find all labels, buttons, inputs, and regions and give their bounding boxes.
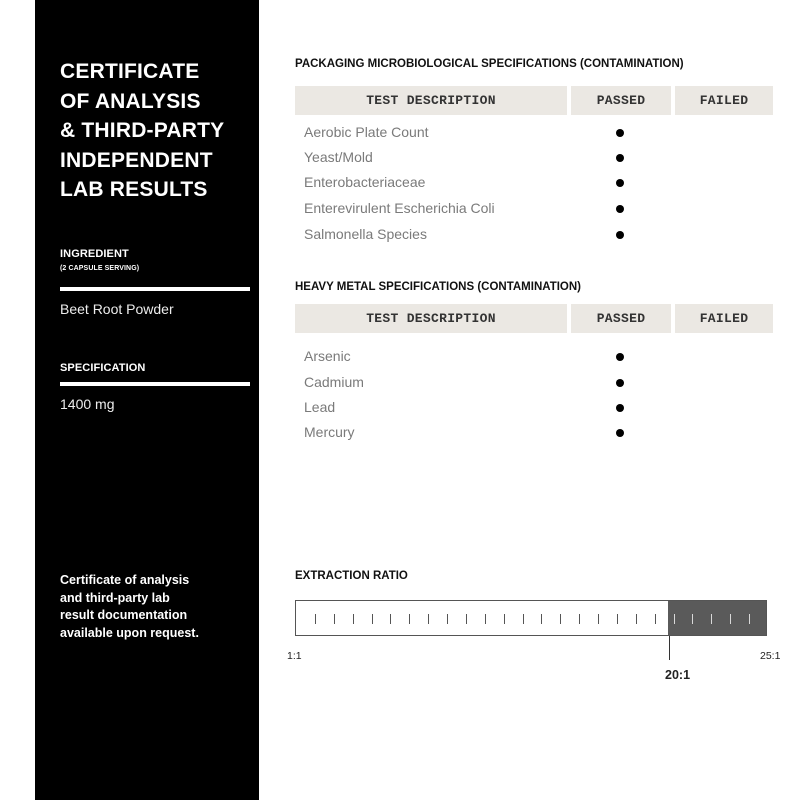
passed-dot-icon [616, 404, 624, 412]
ratio-tick [749, 614, 750, 624]
extraction-ratio-fill [668, 601, 766, 635]
ratio-tick [372, 614, 373, 624]
passed-dot-icon [616, 129, 624, 137]
specification-value: 1400 mg [60, 396, 115, 412]
note-line: result documentation [60, 608, 188, 622]
note-line: and third-party lab [60, 590, 170, 605]
ratio-tick [692, 614, 693, 624]
ingredient-value: Beet Root Powder [60, 301, 174, 317]
ratio-tick [315, 614, 316, 624]
ratio-tick [541, 614, 542, 624]
ratio-tick [353, 614, 354, 624]
ratio-tick [617, 614, 618, 624]
passed-dot-icon [616, 353, 624, 361]
ratio-min-label: 1:1 [287, 650, 302, 662]
column-header-test-description: TEST DESCRIPTION [295, 304, 567, 333]
test-name: Salmonella Species [304, 226, 427, 242]
ratio-tick [730, 614, 731, 624]
ratio-tick [579, 614, 580, 624]
ratio-value-label: 20:1 [665, 668, 691, 682]
extraction-ratio-title: EXTRACTION RATIO [295, 570, 408, 582]
microbiological-section-title: PACKAGING MICROBIOLOGICAL SPECIFICATIONS (CONTAMINATION) [295, 58, 684, 70]
column-header-passed: PASSED [571, 86, 671, 115]
ratio-tick [711, 614, 712, 624]
microbiological-table-header [295, 86, 773, 115]
test-name: Yeast/Mold [304, 149, 373, 165]
ratio-marker-line [669, 636, 670, 660]
test-name: Lead [304, 399, 336, 415]
test-name: Arsenic [304, 348, 351, 364]
ratio-tick [428, 614, 429, 624]
ingredient-label: INGREDIENT [60, 248, 129, 260]
ratio-tick [485, 614, 486, 624]
test-name: Mercury [304, 424, 355, 440]
column-header-passed: PASSED [571, 304, 671, 333]
sidebar [35, 0, 259, 800]
ratio-tick [560, 614, 561, 624]
passed-dot-icon [616, 179, 624, 187]
passed-dot-icon [616, 379, 624, 387]
passed-dot-icon [616, 154, 624, 162]
passed-dot-icon [616, 231, 624, 239]
ratio-tick [409, 614, 410, 624]
ratio-tick [504, 614, 505, 624]
ratio-tick [523, 614, 524, 624]
title-line: LAB RESULTS [60, 178, 208, 201]
ratio-max-label: 25:1 [760, 650, 781, 662]
divider [60, 382, 250, 386]
column-header-failed: FAILED [675, 304, 773, 333]
ratio-tick [598, 614, 599, 624]
test-name: Aerobic Plate Count [304, 124, 429, 140]
ingredient-sublabel: (2 CAPSULE SERVING) [60, 265, 140, 272]
ratio-tick [655, 614, 656, 624]
availability-note [60, 572, 250, 642]
heavy-metal-table-header [295, 304, 773, 333]
note-line: available upon request. [60, 625, 199, 640]
extraction-ratio-bar [295, 600, 767, 636]
title-line: INDEPENDENT [60, 148, 213, 172]
specification-label: SPECIFICATION [60, 362, 146, 374]
ratio-tick [390, 614, 391, 624]
title-line: & THIRD-PARTY [60, 119, 225, 142]
ratio-tick [466, 614, 467, 624]
divider [60, 287, 250, 291]
test-name: Cadmium [304, 374, 364, 390]
ratio-tick [447, 614, 448, 624]
passed-dot-icon [616, 429, 624, 437]
ratio-tick [674, 614, 675, 624]
passed-dot-icon [616, 205, 624, 213]
certificate-title [60, 57, 250, 205]
note-line: Certificate of analysis [60, 573, 190, 587]
column-header-failed: FAILED [675, 86, 773, 115]
title-line: CERTIFICATE [60, 60, 200, 83]
test-name: Enterobacteriaceae [304, 174, 426, 190]
title-line: OF ANALYSIS [60, 89, 201, 113]
heavy-metal-section-title: HEAVY METAL SPECIFICATIONS (CONTAMINATION) [295, 281, 582, 293]
ratio-tick [636, 614, 637, 624]
test-name: Enterevirulent Escherichia Coli [304, 200, 495, 216]
column-header-test-description: TEST DESCRIPTION [295, 86, 567, 115]
ratio-tick [334, 614, 335, 624]
